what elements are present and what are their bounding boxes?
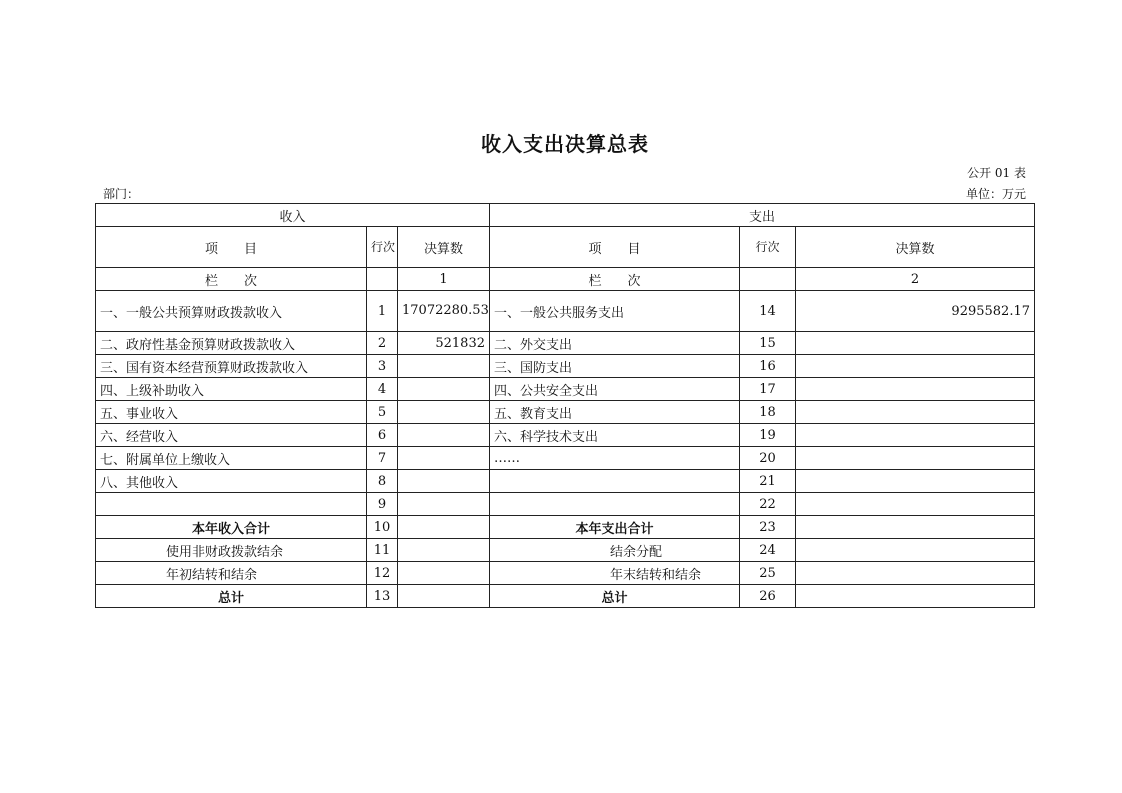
income-section-header: 收入 bbox=[96, 204, 490, 227]
expense-amount bbox=[796, 401, 1035, 424]
income-item: 二、政府性基金预算财政拨款收入 bbox=[96, 332, 367, 355]
expense-item: 二、外交支出 bbox=[490, 332, 740, 355]
income-row-no: 7 bbox=[367, 447, 398, 470]
column-number-row bbox=[96, 268, 1035, 291]
expense-total-label: 总计 bbox=[490, 585, 740, 608]
income-item: 三、国有资本经营预算财政拨款收入 bbox=[96, 355, 367, 378]
income-row-no: 6 bbox=[367, 424, 398, 447]
expense-row-no: 18 bbox=[740, 401, 796, 424]
expense-item: 一、一般公共服务支出 bbox=[490, 291, 740, 332]
empty-cell bbox=[740, 268, 796, 291]
income-amount: 521832 bbox=[398, 332, 490, 355]
income-amount bbox=[398, 562, 490, 585]
income-row-no: 12 bbox=[367, 562, 398, 585]
income-item: 六、经营收入 bbox=[96, 424, 367, 447]
income-row-no: 8 bbox=[367, 470, 398, 493]
expense-amount bbox=[796, 332, 1035, 355]
expense-amount bbox=[796, 447, 1035, 470]
page-title: 收入支出决算总表 bbox=[481, 132, 649, 156]
income-item: 八、其他收入 bbox=[96, 470, 367, 493]
income-amount-header: 决算数 bbox=[398, 227, 490, 268]
income-amount: 17072280.53 bbox=[398, 291, 490, 332]
income-total-label: 总计 bbox=[96, 585, 367, 608]
table-row bbox=[96, 447, 1035, 470]
expense-row-no: 22 bbox=[740, 493, 796, 516]
income-amount bbox=[398, 447, 490, 470]
expense-row-no: 16 bbox=[740, 355, 796, 378]
department-label: 部门： bbox=[103, 187, 140, 201]
income-item: 四、上级补助收入 bbox=[96, 378, 367, 401]
income-balance-label: 使用非财政拨款结余 bbox=[96, 539, 367, 562]
income-item: 七、附属单位上缴收入 bbox=[96, 447, 367, 470]
income-row-no: 5 bbox=[367, 401, 398, 424]
expense-amount bbox=[796, 355, 1035, 378]
income-item bbox=[96, 493, 367, 516]
income-amount bbox=[398, 424, 490, 447]
expense-row-no: 17 bbox=[740, 378, 796, 401]
income-amount bbox=[398, 493, 490, 516]
empty-cell bbox=[367, 268, 398, 291]
grand-total-row bbox=[96, 585, 1035, 608]
income-amount bbox=[398, 516, 490, 539]
unit-label: 单位：万元 bbox=[965, 187, 1026, 201]
income-column-number: 1 bbox=[398, 268, 490, 291]
summary-table bbox=[95, 203, 1035, 608]
expense-amount bbox=[796, 470, 1035, 493]
expense-row-no: 26 bbox=[740, 585, 796, 608]
income-row-no: 3 bbox=[367, 355, 398, 378]
income-row-no: 11 bbox=[367, 539, 398, 562]
expense-column-number: 2 bbox=[796, 268, 1035, 291]
income-amount bbox=[398, 585, 490, 608]
expense-row-no: 20 bbox=[740, 447, 796, 470]
expense-item: …… bbox=[490, 447, 740, 470]
income-item: 一、一般公共预算财政拨款收入 bbox=[96, 291, 367, 332]
expense-item: 五、教育支出 bbox=[490, 401, 740, 424]
income-item-header: 项 目 bbox=[96, 227, 367, 268]
income-carryover-label: 年初结转和结余 bbox=[96, 562, 367, 585]
expense-item: 四、公共安全支出 bbox=[490, 378, 740, 401]
expense-amount-header: 决算数 bbox=[796, 227, 1035, 268]
expense-item: 三、国防支出 bbox=[490, 355, 740, 378]
balance-row bbox=[96, 539, 1035, 562]
income-row-no-header: 行次 bbox=[367, 227, 398, 268]
expense-amount bbox=[796, 378, 1035, 401]
expense-row-no: 21 bbox=[740, 470, 796, 493]
expense-item: 六、科学技术支出 bbox=[490, 424, 740, 447]
income-row-no: 1 bbox=[367, 291, 398, 332]
table-row bbox=[96, 401, 1035, 424]
expense-section-header: 支出 bbox=[490, 204, 1035, 227]
income-row-no: 13 bbox=[367, 585, 398, 608]
expense-amount bbox=[796, 516, 1035, 539]
expense-row-no-header: 行次 bbox=[740, 227, 796, 268]
income-row-no: 9 bbox=[367, 493, 398, 516]
income-row-no: 10 bbox=[367, 516, 398, 539]
expense-row-no: 24 bbox=[740, 539, 796, 562]
expense-amount bbox=[796, 424, 1035, 447]
expense-balance-label: 结余分配 bbox=[490, 539, 740, 562]
income-column-label: 栏 次 bbox=[96, 268, 367, 291]
table-row bbox=[96, 470, 1035, 493]
income-amount bbox=[398, 378, 490, 401]
expense-row-no: 15 bbox=[740, 332, 796, 355]
expense-amount bbox=[796, 539, 1035, 562]
table-row bbox=[96, 424, 1035, 447]
income-amount bbox=[398, 355, 490, 378]
income-item: 五、事业收入 bbox=[96, 401, 367, 424]
subtotal-row bbox=[96, 516, 1035, 539]
expense-row-no: 23 bbox=[740, 516, 796, 539]
expense-carryover-label: 年末结转和结余 bbox=[490, 562, 740, 585]
expense-amount: 9295582.17 bbox=[796, 291, 1035, 332]
expense-item bbox=[490, 470, 740, 493]
expense-amount bbox=[796, 585, 1035, 608]
expense-row-no: 19 bbox=[740, 424, 796, 447]
income-row-no: 2 bbox=[367, 332, 398, 355]
income-amount bbox=[398, 539, 490, 562]
table-row bbox=[96, 378, 1035, 401]
form-code: 公开 01 表 bbox=[967, 166, 1026, 180]
table-row bbox=[96, 332, 1035, 355]
expense-item-header: 项 目 bbox=[490, 227, 740, 268]
section-header-row bbox=[96, 204, 1035, 227]
table-row bbox=[96, 493, 1035, 516]
income-amount bbox=[398, 401, 490, 424]
balance-row bbox=[96, 562, 1035, 585]
expense-item bbox=[490, 493, 740, 516]
table-row bbox=[96, 355, 1035, 378]
income-amount bbox=[398, 470, 490, 493]
column-header-row bbox=[96, 227, 1035, 268]
expense-row-no: 14 bbox=[740, 291, 796, 332]
expense-subtotal-label: 本年支出合计 bbox=[490, 516, 740, 539]
income-subtotal-label: 本年收入合计 bbox=[96, 516, 367, 539]
table-row bbox=[96, 291, 1035, 332]
expense-amount bbox=[796, 493, 1035, 516]
income-row-no: 4 bbox=[367, 378, 398, 401]
expense-column-label: 栏 次 bbox=[490, 268, 740, 291]
expense-row-no: 25 bbox=[740, 562, 796, 585]
expense-amount bbox=[796, 562, 1035, 585]
